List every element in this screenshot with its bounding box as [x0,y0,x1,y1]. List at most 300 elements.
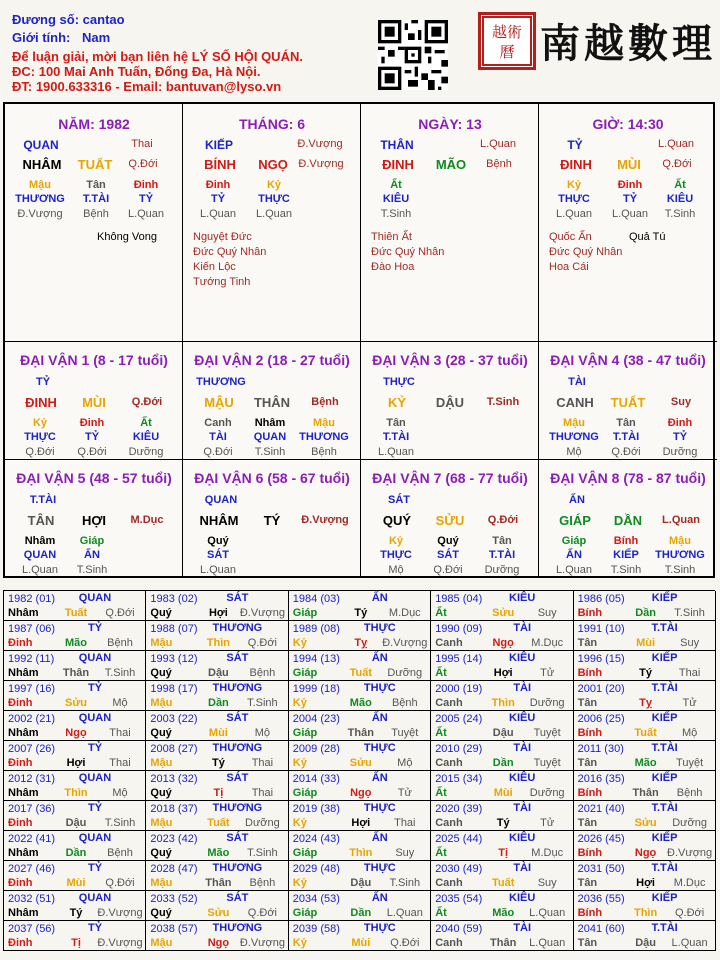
year-label: 2018 (37) [150,803,198,815]
year-branch: Tý [496,817,510,829]
dai-van-title: ĐẠI VẬN 8 (78 - 87 tuổi) [550,470,706,486]
pillar-star: Thiên Ất [371,231,412,243]
pillar-hidden-god: THỰC [558,193,590,205]
year-stem: Bính [577,787,603,799]
year-state: Dưỡng [529,697,565,709]
year-god: QUAN [78,892,112,904]
dai-van-hidden-god: ẤN [566,549,582,561]
year-stem: Canh [435,637,463,649]
year-cell [289,591,431,621]
year-god: T.TÀI [651,742,678,754]
dai-van-hidden-stem: Mậu [563,417,585,429]
year-label: 2034 (53) [292,893,340,905]
dai-van-hidden-god: ẤN [84,549,100,561]
year-branch: Tuất [491,877,515,889]
year-stem: Kỷ [292,937,307,949]
year-label: 2032 (51) [8,893,56,905]
year-stem: Canh [435,817,463,829]
year-stem: Ất [435,847,447,859]
dai-van-hidden-stem: Canh [204,417,232,429]
seal-icon [481,15,533,67]
year-branch: Dần [635,607,656,619]
dai-van-hidden-state: Q.Đới [203,446,233,458]
year-god: THỰC [363,622,396,634]
year-cell [574,891,716,921]
owner-line [12,12,125,27]
year-stem: Canh [435,697,463,709]
gender-value: Nam [81,30,111,45]
year-label: 2013 (32) [150,773,198,785]
pillar-hidden-god: KIÊU [382,193,410,205]
year-god: TÀI [513,862,532,874]
dai-van-hidden-state: Q.Đới [433,564,463,576]
year-cell [289,621,431,651]
year-god: ẤN [371,592,388,604]
dai-van-god: SÁT [388,494,410,506]
year-label: 2033 (52) [150,893,198,905]
year-label: 2038 (57) [150,923,198,935]
year-label: 1987 (06) [8,623,56,635]
year-label: 1984 (03) [292,593,340,605]
dai-van-hidden-god: QUAN [23,549,57,561]
pillar-2 [361,104,539,342]
year-god: TỶ [87,742,103,754]
year-state: Bệnh [391,697,418,709]
year-cell [431,891,573,921]
dai-van-branch: HỢI [81,513,107,528]
dai-van-hidden-stem: Đinh [79,417,105,429]
dai-van-2 [183,342,361,460]
year-branch: Hợi [636,877,655,889]
year-state: Suy [537,877,557,889]
year-god: TÀI [513,742,532,754]
year-stem: Ất [435,607,447,619]
dai-van-3 [361,342,539,460]
dai-van-branch: DẬU [435,395,465,410]
year-label: 1996 (15) [577,653,625,665]
year-state: L.Quan [529,937,566,949]
year-stem: Mậu [150,757,173,769]
year-state: L.Quan [386,907,423,919]
year-label: 2017 (36) [8,803,56,815]
year-label: 2036 (55) [577,893,625,905]
year-state: Đ.Vượng [382,637,428,649]
dai-van-hidden-state: Mộ [388,564,404,576]
year-state: Đ.Vượng [667,847,713,859]
dai-van-hidden-stem: Giáp [561,535,587,547]
dai-van-hidden-stem: Tân [492,535,512,547]
pillar-hidden-state: L.Quan [127,208,165,220]
year-state: Tuyệt [676,757,704,769]
dai-van-hidden-god: KIÊU [132,431,160,443]
year-branch: Tý [354,607,368,619]
pillar-top-god: THÂN [380,138,414,152]
year-cell [146,741,288,771]
pillar-star: Đào Hoa [371,261,415,273]
year-cell [289,831,431,861]
pillar-hidden-state: L.Quan [555,208,593,220]
pillar-hidden-stem: Đinh [617,179,643,191]
year-god: T.TÀI [651,682,678,694]
year-god: KIẾP [651,592,678,604]
year-label: 2026 (45) [577,833,625,845]
year-branch: Tuất [207,817,230,829]
year-stem: Tân [577,937,598,949]
year-state: T.Sinh [104,667,136,679]
year-branch: Thân [205,877,232,889]
year-label: 1983 (02) [150,593,198,605]
dai-van-stem: KỶ [387,395,407,410]
dai-van-rel: Đ.Vượng [301,514,349,526]
dai-van-god: THỰC [383,376,415,388]
year-god: THỰC [363,742,396,754]
year-stem: Nhâm [8,607,39,619]
year-cell [289,711,431,741]
year-stem: Kỷ [292,877,307,889]
year-state: Tuyệt [533,727,561,739]
year-stem: Kỷ [292,697,307,709]
year-stem: Đinh [8,637,33,649]
year-label: 2016 (35) [577,773,625,785]
year-branch: Dậu [635,937,656,949]
year-stem: Giáp [292,727,318,739]
pillar-hidden-stem: Đinh [205,179,231,191]
dai-van-god: T.TÀI [29,494,57,506]
year-label: 2039 (58) [292,923,340,935]
year-branch: Thìn [206,637,230,649]
pillar-branch: NGỌ [258,157,288,172]
pillar-stem: NHÂM [22,157,62,172]
year-god: THƯƠNG [212,682,263,694]
dai-van-title: ĐẠI VẬN 7 (68 - 77 tuổi) [372,470,528,486]
pillar-hidden-god: THỰC [258,193,290,205]
year-god: THỰC [363,802,396,814]
year-cell [574,801,716,831]
pillar-title: THÁNG: 6 [238,116,306,132]
year-branch: Hợi [493,667,513,679]
dai-van-hidden-stem: Giáp [79,535,105,547]
year-cell [431,861,573,891]
pillar-star: Đức Quý Nhân [549,246,623,258]
year-branch: Tị [498,847,509,859]
year-stem: Kỷ [292,757,307,769]
year-god: TỶ [87,802,103,814]
year-state: Bệnh [676,787,703,799]
dai-van-rel: L.Quan [662,514,700,526]
dai-van-god: TỶ [35,376,51,388]
dai-van-hidden-stem: Quý [207,535,229,547]
year-branch: Ngọ [65,727,87,739]
dai-van-hidden-state: Dưỡng [484,564,520,576]
dai-van-hidden-stem: Ất [140,417,152,429]
year-god: SÁT [226,832,249,844]
dai-van-1 [5,342,183,460]
year-state: Thai [678,667,701,679]
year-label: 2037 (56) [8,923,56,935]
dai-van-hidden-god: T.TÀI [382,431,410,443]
year-stem: Bính [577,667,603,679]
year-cell [4,891,146,921]
year-stem: Tân [577,757,598,769]
dai-van-stem: QUÝ [382,513,412,528]
year-god: KIẾP [651,652,678,664]
dai-van-branch: TÝ [263,513,281,528]
year-stem: Ất [435,787,447,799]
seal-text-bottom: 曆 [499,43,515,61]
year-stem: Giáp [292,607,318,619]
year-cell [4,771,146,801]
year-god: KIẾP [651,712,678,724]
year-cell [146,801,288,831]
pillar-branch-rel: Q.Đới [128,158,158,170]
year-state: Mộ [254,727,271,739]
year-label: 2041 (60) [577,923,625,935]
year-label: 1989 (08) [292,623,340,635]
year-branch: Dần [208,697,229,709]
phone-email-line[interactable]: ĐT: 1900.633316 - Email: bantuvan@lyso.vn [12,79,282,94]
year-god: KIÊU [509,592,536,604]
pillar-stem-god: Đ.Vượng [297,138,343,150]
gender-label: Giới tính: [12,30,71,45]
year-stem: Kỷ [292,817,307,829]
year-state: Q.Đới [105,877,135,889]
pillar-branch-rel: Bệnh [486,158,512,170]
year-grid [3,590,715,951]
year-branch: Ngọ [634,847,657,859]
year-state: Q.Đới [105,607,135,619]
pillar-hidden-stem: Ất [674,179,686,191]
year-cell [431,591,573,621]
year-god: QUAN [78,772,112,784]
pillar-hidden-stem: Kỷ [266,179,282,191]
dai-van-hidden-state: L.Quan [555,564,593,576]
pillar-hidden-state: L.Quan [611,208,649,220]
year-stem: Tân [577,877,598,889]
pillar-hidden-god: KIÊU [666,193,694,205]
year-branch: Mùi [636,637,656,649]
year-cell [431,651,573,681]
pillar-hidden-state: L.Quan [199,208,237,220]
pillar-hidden-state: Đ.Vượng [17,208,63,220]
year-branch: Thân [347,727,374,739]
year-stem: Đinh [8,757,33,769]
year-state: Thai [109,757,131,769]
dai-van-stem: CANH [556,395,594,410]
year-cell [146,921,288,951]
year-cell [4,651,146,681]
dai-van-hidden-state: L.Quan [199,564,237,576]
year-cell [431,801,573,831]
year-god: T.TÀI [651,622,678,634]
year-branch: Thìn [64,787,88,799]
pillar-0 [5,104,183,342]
dai-van-4 [539,342,717,460]
dai-van-title: ĐẠI VẬN 4 (38 - 47 tuổi) [550,352,706,368]
year-cell [146,651,288,681]
year-god: T.TÀI [651,802,678,814]
year-branch: Thân [62,667,90,679]
pillar-hidden-god: THƯƠNG [15,193,65,205]
year-branch: Dần [492,757,514,769]
year-cell [289,651,431,681]
year-god: ẤN [371,652,388,664]
dai-van-hidden-state: Mộ [566,446,582,458]
year-state: T.Sinh [104,817,136,829]
year-stem: Ất [435,727,447,739]
pillar-3 [539,104,717,342]
dai-van-hidden-god: THỰC [24,431,56,443]
year-label: 1988 (07) [150,623,198,635]
dai-van-title: ĐẠI VẬN 1 (8 - 17 tuổi) [20,352,168,368]
year-label: 2003 (22) [150,713,198,725]
year-stem: Bính [577,727,603,739]
address-line: ĐC: 100 Mai Anh Tuấn, Đống Đa, Hà Nội. [12,64,261,79]
year-god: THƯƠNG [212,802,263,814]
dai-van-hidden-state: Dưỡng [128,446,164,458]
year-state: Mộ [397,757,413,769]
year-cell [289,891,431,921]
year-stem: Bính [577,847,603,859]
dai-van-title: ĐẠI VẬN 3 (28 - 37 tuổi) [372,352,528,368]
year-state: T.Sinh [247,847,278,859]
dai-van-hidden-state: T.Sinh [76,564,108,576]
year-state: Dưỡng [672,817,707,829]
year-state: Q.Đới [247,637,277,649]
dai-van-8 [539,460,717,576]
dai-van-branch: THÂN [253,395,291,410]
year-god: T.TÀI [651,862,678,874]
year-god: KIÊU [509,892,536,904]
year-cell [289,861,431,891]
dai-van-hidden-state: L.Quan [21,564,59,576]
year-label: 1999 (18) [292,683,340,695]
dai-van-hidden-god: TÀI [209,431,227,443]
year-branch: Dậu [492,727,514,739]
pillar-hidden-stem: Đinh [133,179,159,191]
year-branch: Mão [65,637,87,649]
pillar-title: NĂM: 1982 [58,116,130,132]
year-cell [574,831,716,861]
year-god: TÀI [513,682,532,694]
year-cell [289,741,431,771]
year-stem: Đinh [8,697,33,709]
dai-van-hidden-stem: Kỷ [32,417,48,429]
year-branch: Tị [213,787,224,799]
year-branch: Tý [639,667,653,679]
pillar-branch: MÙI [617,157,641,172]
year-label: 1995 (14) [435,653,483,665]
pillar-title: NGÀY: 13 [418,116,482,132]
year-label: 2012 (31) [8,773,56,785]
dai-van-hidden-state: Q.Đới [25,446,55,458]
year-god: SÁT [226,712,249,724]
year-state: Đ.Vượng [239,937,285,949]
year-state: Suy [395,847,415,859]
pillar-title: GIỜ: 14:30 [592,116,664,132]
pillar-hidden-stem: Tân [86,179,106,191]
pillar-top-god: KIẾP [204,138,233,152]
year-stem: Giáp [292,907,318,919]
dai-van-hidden-state: L.Quan [377,446,415,458]
year-branch: Hợi [351,817,371,829]
dai-van-hidden-god: T.TÀI [612,431,640,443]
year-cell [431,681,573,711]
year-cell [146,891,288,921]
pillar-stem-god: Thai [131,138,153,150]
year-god: THƯƠNG [212,622,263,634]
qr-code-icon[interactable] [378,20,448,90]
year-state: Đ.Vượng [97,937,143,949]
dai-van-title: ĐẠI VẬN 6 (58 - 67 tuổi) [194,470,350,486]
year-branch: Sửu [349,757,372,769]
year-cell [4,681,146,711]
year-label: 1991 (10) [577,623,625,635]
year-label: 1997 (16) [8,683,56,695]
year-cell [431,921,573,951]
dai-van-hidden-state: T.Sinh [610,564,642,576]
dai-van-god: TÀI [568,376,586,388]
dai-van-hidden-state: Bệnh [311,446,337,458]
pillar-hidden-god: T.TÀI [82,193,110,205]
year-stem: Quý [150,667,172,679]
seal-stamp [478,12,536,70]
year-god: THƯƠNG [212,742,263,754]
year-branch: Mão [207,847,230,859]
year-cell [4,621,146,651]
year-state: Dưỡng [245,817,280,829]
pillar-hidden-god: TỶ [622,193,638,205]
year-cell [431,711,573,741]
year-state: Tử [397,787,412,799]
dai-van-hidden-state: T.Sinh [254,446,286,458]
year-branch: Tuất [634,727,657,739]
year-branch: Mão [349,697,372,709]
year-stem: Giáp [292,847,318,859]
owner-value: cantao [82,12,125,27]
dai-van-hidden-god: QUAN [253,431,287,443]
year-cell [574,741,716,771]
year-label: 2021 (40) [577,803,625,815]
year-god: KIẾP [651,772,678,784]
year-god: QUAN [78,712,112,724]
dai-van-hidden-god: THƯƠNG [549,431,599,443]
year-cell [574,771,716,801]
year-cell [431,831,573,861]
year-god: THƯƠNG [212,862,263,874]
pillar-branch: TUẤT [77,157,113,172]
year-branch: Thân [490,937,517,949]
dai-van-hidden-god: TỶ [84,431,100,443]
year-branch: Thân [632,787,659,799]
year-state: Q.Đới [674,907,705,919]
pillar-star: Không Vong [97,231,157,243]
year-god: T.TÀI [651,922,678,934]
pillar-stem: BÍNH [204,157,236,172]
year-cell [146,711,288,741]
year-label: 1998 (17) [150,683,198,695]
year-god: THỰC [363,922,396,934]
seal-text-top: 越術 [491,23,523,41]
dai-van-hidden-god: SÁT [207,549,229,561]
year-state: T.Sinh [674,607,705,619]
year-god: THỰC [363,682,396,694]
year-label: 2035 (54) [435,893,483,905]
year-state: Suy [537,607,557,619]
year-cell [4,861,146,891]
pillar-hidden-god: TỶ [210,193,226,205]
year-label: 2011 (30) [577,743,624,755]
dai-van-hidden-stem: Tân [386,417,406,429]
